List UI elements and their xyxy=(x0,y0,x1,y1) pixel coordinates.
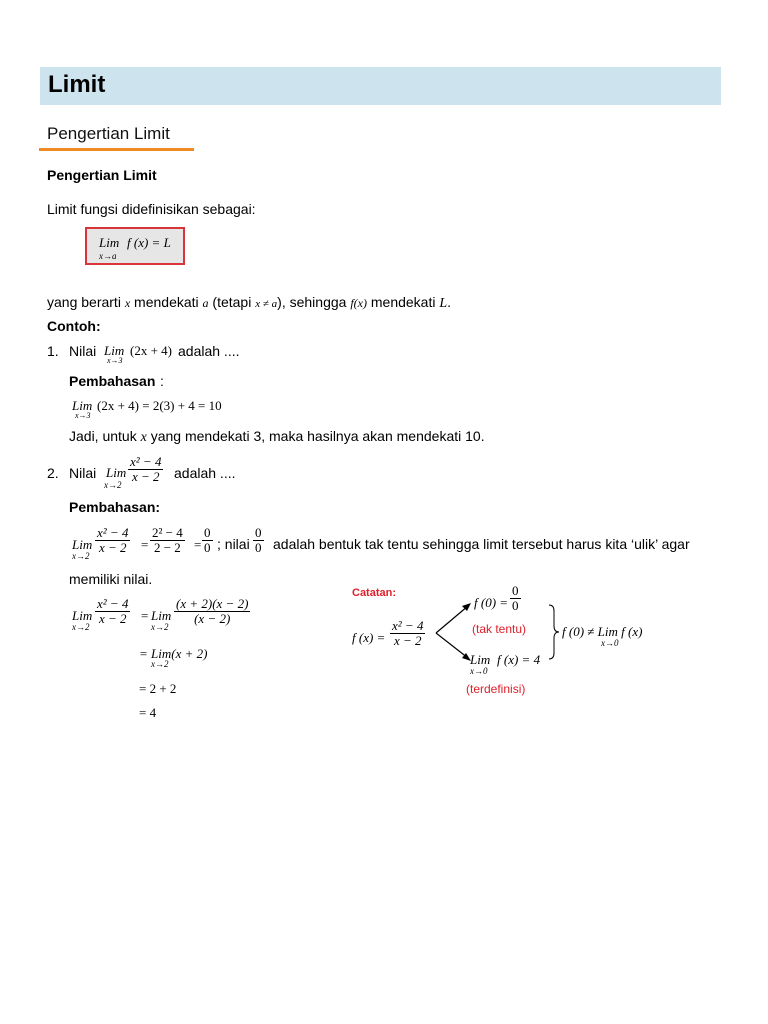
step1-lim2: Lim xyxy=(151,608,172,623)
catatan-fx: f (x) = xyxy=(352,630,386,645)
catatan-brace xyxy=(546,603,562,661)
step1-eq: = xyxy=(141,608,149,623)
example2-number: 2. xyxy=(47,465,59,481)
example1-expr: (2x + 4) xyxy=(130,343,172,358)
line1-explain: adalah bentuk tak tentu sehingga limit tersebut harus kita ‘ulik’ agar xyxy=(273,536,690,552)
line1-nilai: ; nilai xyxy=(217,536,250,552)
meaning-line xyxy=(47,294,451,312)
line1-den3: 0 xyxy=(204,539,211,555)
step1-fraction2 xyxy=(174,597,250,625)
example1-conclusion xyxy=(69,428,485,446)
example1-adalah: adalah .... xyxy=(178,343,240,359)
def-expr: f (x) = L xyxy=(127,235,171,250)
step1-num: x² − 4 xyxy=(97,596,129,611)
catatan-top-den: 0 xyxy=(512,597,519,613)
line1-eq1: = xyxy=(141,537,149,552)
meaning-p6: . xyxy=(447,294,452,310)
line1-sub: x→2 xyxy=(72,551,90,561)
example1-pembahasan: Pembahasan xyxy=(69,373,156,389)
step3: = 2 + 2 xyxy=(139,681,177,696)
example2-adalah: adalah .... xyxy=(174,465,236,481)
example2-nilai: Nilai xyxy=(69,465,97,481)
step1-sub2: x→2 xyxy=(151,622,169,632)
line1-fraction xyxy=(95,526,130,554)
jadi-2: yang mendekati 3, maka hasilnya akan mendekati 10. xyxy=(150,428,485,444)
step1-fraction xyxy=(95,597,130,625)
example2-pembahasan: Pembahasan: xyxy=(69,499,161,515)
step1-den2: (x − 2) xyxy=(194,610,231,626)
catatan-right-sub: x→0 xyxy=(601,638,619,648)
step4: = 4 xyxy=(139,705,157,720)
line1-num3: 0 xyxy=(204,525,211,540)
nilai-den: 0 xyxy=(255,539,262,555)
line1-explain2: memiliki nilai. xyxy=(69,571,153,587)
definition-box xyxy=(85,227,185,265)
line1-num: x² − 4 xyxy=(97,525,129,540)
line1-eq2: = xyxy=(194,537,202,552)
catatan-top-num: 0 xyxy=(512,583,519,598)
page-title: Limit xyxy=(48,71,106,98)
line1-nilai-fraction xyxy=(253,526,264,554)
meaning-L: L xyxy=(439,296,448,311)
catatan-bottom-sub: x→0 xyxy=(470,666,488,676)
section-underline xyxy=(39,148,194,151)
example1-number: 1. xyxy=(47,343,59,359)
step1-den: x − 2 xyxy=(98,610,127,626)
catatan-top-fraction xyxy=(510,584,521,612)
meaning-fx: f(x) xyxy=(350,296,367,310)
section-title: Pengertian Limit xyxy=(47,124,170,143)
catatan-fx-num: x² − 4 xyxy=(392,618,424,633)
page-title-bar xyxy=(40,67,721,105)
def-sub: x→a xyxy=(99,251,117,261)
meaning-p4: ), sehingga xyxy=(277,294,347,310)
meaning-p5: mendekati xyxy=(370,294,436,310)
line1-fraction3 xyxy=(202,526,213,554)
catatan-right-expr: f (0) ≠ Lim f (x) xyxy=(562,624,643,639)
meaning-p2: mendekati xyxy=(134,294,199,310)
example2-sub: x→2 xyxy=(104,480,122,490)
jadi-x: x xyxy=(140,430,147,445)
catatan-fx-den: x − 2 xyxy=(393,632,422,648)
nilai-num: 0 xyxy=(255,525,262,540)
catatan-arrows xyxy=(434,600,474,666)
example1-lim: Lim xyxy=(104,343,125,358)
catatan-top-expr: f (0) = xyxy=(474,595,509,610)
meaning-p3: (tetapi xyxy=(212,294,252,310)
example1-sol-sub: x→3 xyxy=(75,411,91,420)
meaning-a: a xyxy=(202,296,209,310)
jadi-1: Jadi, untuk xyxy=(69,428,137,444)
intro-text: Limit fungsi didefinisikan sebagai: xyxy=(47,201,256,217)
step2-sub: x→2 xyxy=(151,659,169,669)
example1-sub: x→3 xyxy=(107,356,123,365)
def-lim: Lim xyxy=(99,235,120,250)
step1-lim: Lim xyxy=(72,608,93,623)
example2-num: x² − 4 xyxy=(130,454,162,469)
example2-fraction xyxy=(128,455,163,483)
meaning-neq: x ≠ a xyxy=(255,298,278,310)
example2-lim: Lim xyxy=(106,465,127,480)
example2-den: x − 2 xyxy=(131,468,160,484)
line1-den2: 2 − 2 xyxy=(153,539,181,555)
example1-sol-expr: (2x + 4) = 2(3) + 4 = 10 xyxy=(97,398,222,413)
contoh-label: Contoh: xyxy=(47,318,101,334)
subheading: Pengertian Limit xyxy=(47,167,157,183)
line1-num2: 2² − 4 xyxy=(152,525,183,540)
catatan-bottom-expr: f (x) = 4 xyxy=(497,652,541,667)
meaning-p1: yang berarti xyxy=(47,294,121,310)
step2: = Lim(x + 2) xyxy=(139,646,208,661)
catatan-terdefinisi: (terdefinisi) xyxy=(466,682,526,696)
line1-lim: Lim xyxy=(72,537,93,552)
step1-num2: (x + 2)(x − 2) xyxy=(176,596,249,611)
line1-den: x − 2 xyxy=(98,539,127,555)
meaning-x: x xyxy=(124,296,131,310)
line1-fraction2 xyxy=(150,526,185,554)
catatan-tak-tentu: (tak tentu) xyxy=(472,622,527,636)
example1-sol-lim: Lim xyxy=(72,398,93,413)
step1-sub: x→2 xyxy=(72,622,90,632)
catatan-fx-fraction xyxy=(390,619,425,647)
example1-nilai: Nilai xyxy=(69,343,97,359)
catatan-label: Catatan: xyxy=(352,587,397,599)
catatan-bottom-lim: Lim xyxy=(470,652,491,667)
example1-colon: : xyxy=(160,373,164,389)
